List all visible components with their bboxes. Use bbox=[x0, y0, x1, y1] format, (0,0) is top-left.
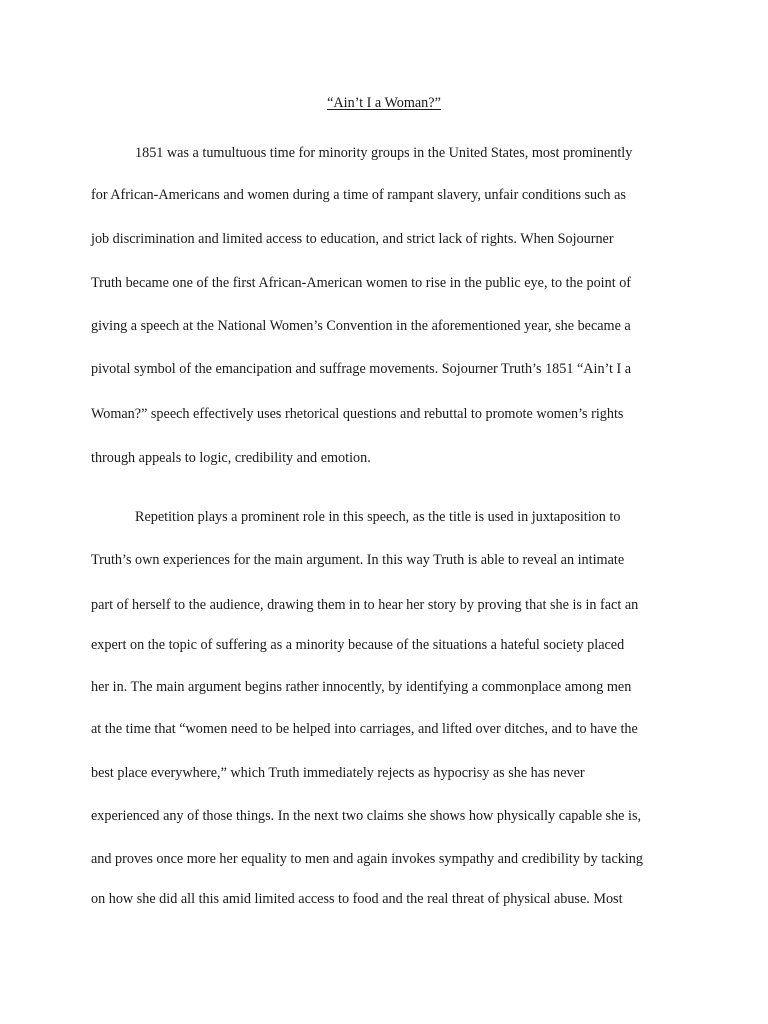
paragraph-2-line-7: best place everywhere,” which Truth immediately rejects as hypocrisy as she has never bbox=[91, 765, 585, 781]
paragraph-2-line-4: expert on the topic of suffering as a minority because of the situations a hateful society placed bbox=[91, 637, 625, 653]
essay-title bbox=[0, 94, 768, 112]
paragraph-1-line-1: 1851 was a tumultuous time for minority groups in the United States, most prominently bbox=[135, 145, 633, 161]
paragraph-1-line-6: pivotal symbol of the emancipation and suffrage movements. Sojourner Truth’s 1851 “Ain’t I a bbox=[91, 361, 632, 377]
paragraph-1-line-3: job discrimination and limited access to education, and strict lack of rights. When Sojourner bbox=[91, 231, 614, 247]
paragraph-2-line-2: Truth’s own experiences for the main argument. In this way Truth is able to reveal an intimate bbox=[91, 552, 625, 568]
paragraph-1-line-5: giving a speech at the National Women’s Convention in the aforementioned year, she became a bbox=[91, 318, 631, 334]
paragraph-2-line-5: her in. The main argument begins rather innocently, by identifying a commonplace among men bbox=[91, 679, 632, 695]
paragraph-2-line-9: and proves once more her equality to men and again invokes sympathy and credibility by tacking bbox=[91, 851, 643, 867]
paragraph-1-line-8: through appeals to logic, credibility and emotion. bbox=[91, 450, 371, 466]
paragraph-1-line-2: for African-Americans and women during a time of rampant slavery, unfair conditions such as bbox=[91, 187, 626, 203]
paragraph-2-line-1: Repetition plays a prominent role in this speech, as the title is used in juxtaposition to bbox=[135, 509, 621, 525]
paragraph-2-line-8: experienced any of those things. In the next two claims she shows how physically capable she is, bbox=[91, 808, 642, 824]
paragraph-1-line-4: Truth became one of the first African-American women to rise in the public eye, to the point of bbox=[91, 275, 632, 291]
paragraph-2-line-3: part of herself to the audience, drawing them in to hear her story by proving that she is in fact an bbox=[91, 597, 639, 613]
paragraph-2-line-10: on how she did all this amid limited access to food and the real threat of physical abuse. Most bbox=[91, 891, 623, 907]
paragraph-1-line-7: Woman?” speech effectively uses rhetorical questions and rebuttal to promote women’s rights bbox=[91, 406, 624, 422]
essay-title-text: “Ain’t I a Woman?” bbox=[327, 95, 441, 111]
paragraph-2-line-6: at the time that “women need to be helped into carriages, and lifted over ditches, and to have the bbox=[91, 721, 638, 737]
